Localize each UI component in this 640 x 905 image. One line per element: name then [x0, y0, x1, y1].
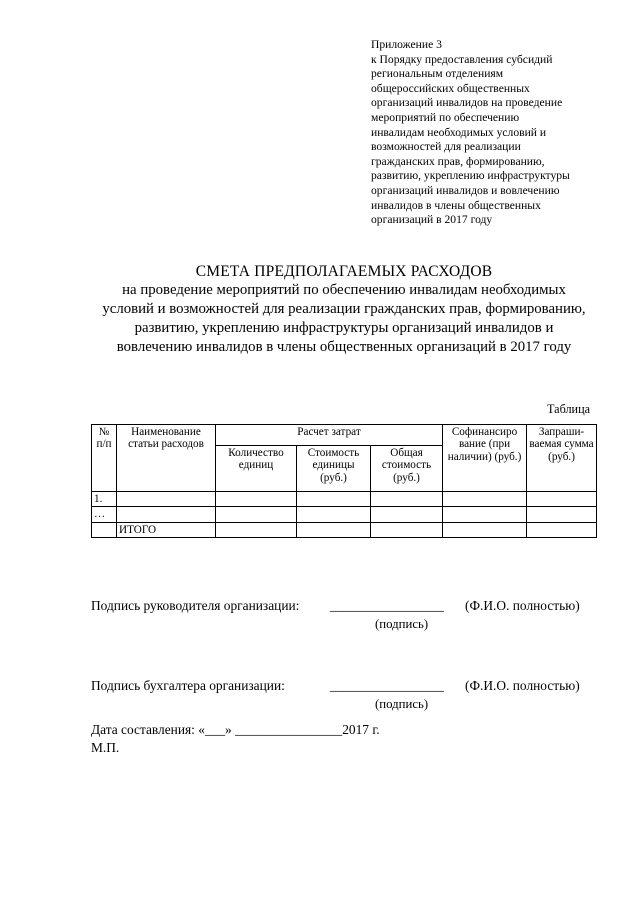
- cell-total-requested[interactable]: [527, 522, 597, 537]
- appendix-line: инвалидам необходимых условий и: [371, 125, 547, 139]
- document-title: СМЕТА ПРЕДПОЛАГАЕМЫХ РАСХОДОВ: [195, 263, 493, 280]
- appendix-note: [371, 38, 621, 228]
- appendix-line: организаций в 2017 году: [371, 213, 493, 227]
- cell-cofinancing[interactable]: [443, 507, 527, 522]
- appendix-line: к Порядку предоставления субсидий: [371, 52, 553, 66]
- head-fio: (Ф.И.О. полностью): [465, 598, 580, 613]
- header-name: Наименование статьи расходов: [117, 425, 216, 492]
- cell-num-empty: [92, 522, 117, 537]
- header-calc: Расчет затрат: [216, 425, 443, 446]
- header-num: № п/п: [92, 425, 117, 492]
- cell-num: 1.: [92, 492, 117, 507]
- cell-name[interactable]: [117, 492, 216, 507]
- cell-total-cofinancing[interactable]: [443, 522, 527, 537]
- document-subtitle-line: вовлечению инвалидов в члены общественных организаций в 2017 году: [116, 339, 572, 355]
- document-subtitle-line: развитию, укреплению инфраструктуры организаций инвалидов и: [134, 320, 554, 336]
- cell-cofinancing[interactable]: [443, 492, 527, 507]
- appendix-line: региональным отделениям: [371, 67, 504, 81]
- estimate-table: [91, 424, 597, 538]
- document-subtitle-line: условий и возможностей для реализации гражданских прав, формированию,: [102, 301, 586, 317]
- accountant-signature-label: Подпись бухгалтера организации:: [91, 678, 285, 693]
- table-row: [92, 492, 597, 507]
- appendix-line: организаций инвалидов на проведение: [371, 96, 563, 110]
- head-signature-caption: (подпись): [375, 617, 429, 631]
- header-requested: Запраши- ваемая сумма (руб.): [527, 425, 597, 492]
- header-cofinancing: Софинансиро вание (при наличии) (руб.): [443, 425, 527, 492]
- appendix-line: организаций инвалидов и вовлечению: [371, 183, 560, 197]
- appendix-line: общероссийских общественных: [371, 81, 530, 95]
- appendix-line: мероприятий по обеспечению: [371, 110, 520, 124]
- cell-total-total-cost[interactable]: [371, 522, 443, 537]
- document-title-block: [60, 262, 628, 357]
- header-unit-cost: Стоимость единицы (руб.): [297, 446, 371, 492]
- table-caption: Таблица: [547, 402, 590, 416]
- cell-requested[interactable]: [527, 507, 597, 522]
- header-total-cost: Общая стоимость (руб.): [371, 446, 443, 492]
- cell-name[interactable]: [117, 507, 216, 522]
- appendix-line: инвалидов в члены общественных: [371, 198, 541, 212]
- appendix-line: гражданских прав, формированию,: [371, 154, 545, 168]
- cell-quantity[interactable]: [216, 492, 297, 507]
- appendix-line: Приложение 3: [371, 38, 442, 51]
- appendix-line: развитию, укреплению инфраструктуры: [371, 169, 570, 183]
- head-signature-blank[interactable]: _________________: [330, 598, 444, 613]
- cell-unit-cost[interactable]: [297, 492, 371, 507]
- cell-requested[interactable]: [527, 492, 597, 507]
- cell-total-quantity[interactable]: [216, 522, 297, 537]
- cell-total-unit-cost[interactable]: [297, 522, 371, 537]
- cell-num: …: [92, 507, 117, 522]
- cell-unit-cost[interactable]: [297, 507, 371, 522]
- cell-quantity[interactable]: [216, 507, 297, 522]
- compilation-date[interactable]: Дата составления: «___» ________________2017 г.: [91, 722, 380, 737]
- cell-total-cost[interactable]: [371, 507, 443, 522]
- header-quantity: Количество единиц: [216, 446, 297, 492]
- table-total-row: [92, 522, 597, 537]
- cell-total-cost[interactable]: [371, 492, 443, 507]
- table-row: [92, 507, 597, 522]
- document-subtitle-line: на проведение мероприятий по обеспечению инвалидам необходимых: [122, 282, 566, 298]
- accountant-signature-blank[interactable]: _________________: [330, 678, 444, 693]
- accountant-fio: (Ф.И.О. полностью): [465, 678, 580, 693]
- stamp-place: М.П.: [91, 740, 120, 755]
- accountant-signature-caption: (подпись): [375, 697, 429, 711]
- appendix-line: возможностей для реализации: [371, 140, 521, 154]
- total-label: ИТОГО: [117, 522, 216, 537]
- head-signature-label: Подпись руководителя организации:: [91, 598, 300, 613]
